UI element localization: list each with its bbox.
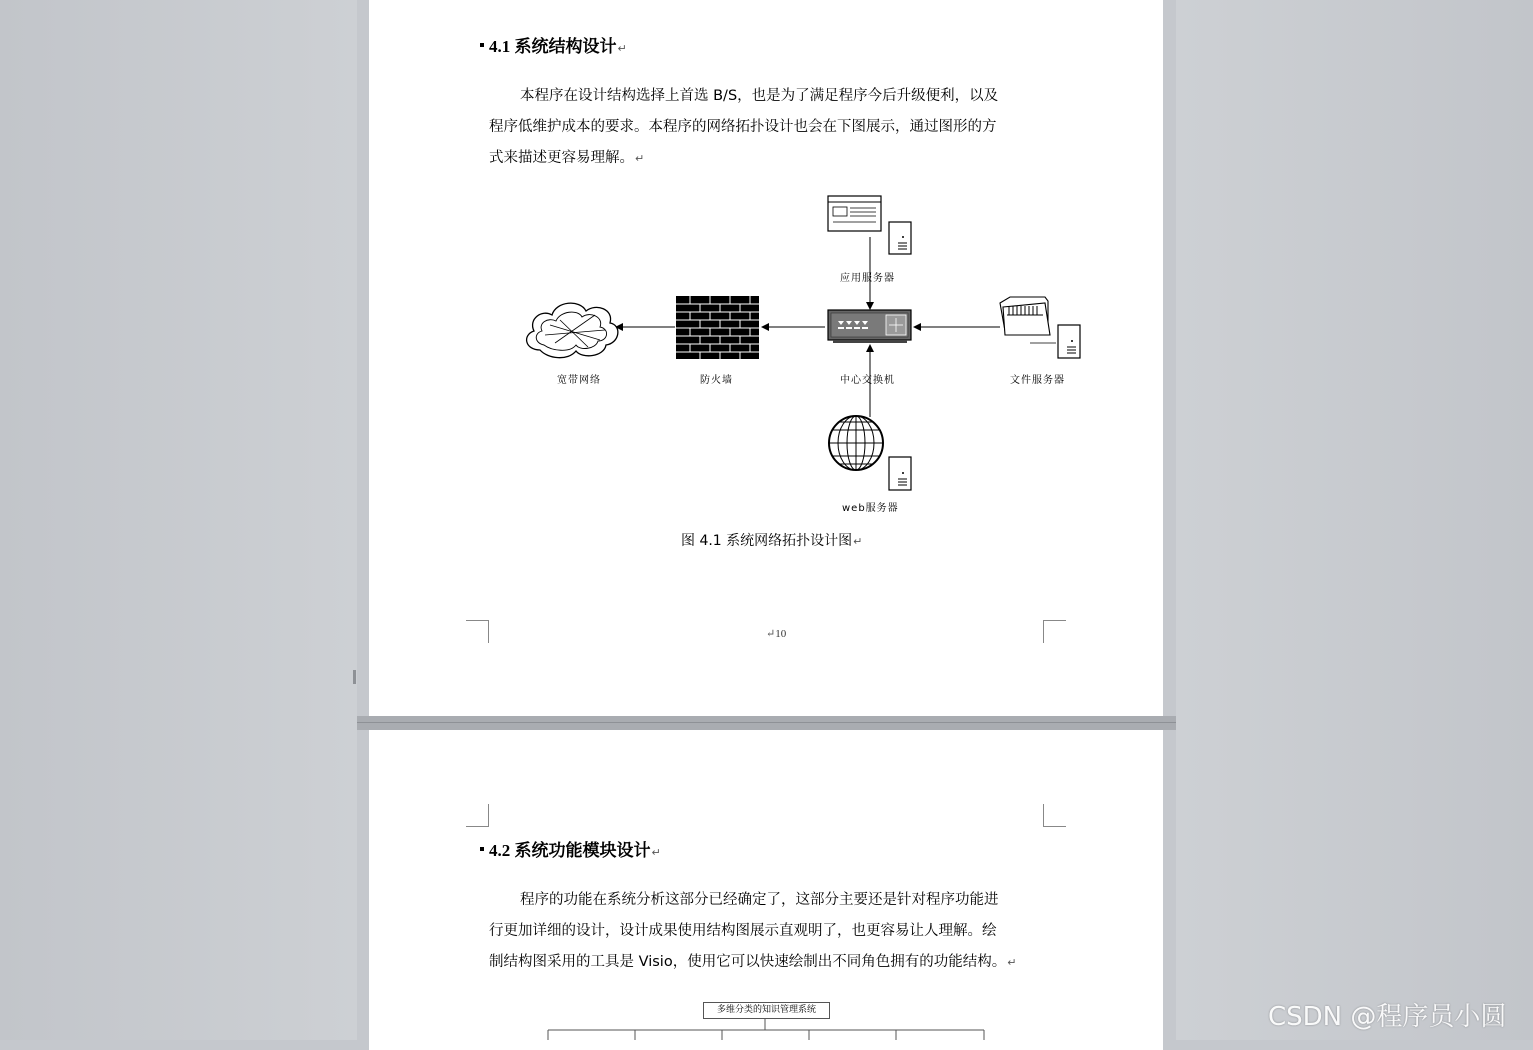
paragraph-line: 制结构图采用的工具是 Visio，使用它可以快速绘制出不同角色拥有的功能结构。↵ xyxy=(489,954,1017,970)
org-chart-root: 多维分类的知识管理系统 xyxy=(703,1002,830,1019)
paragraph-line: 程序低维护成本的要求。本程序的网络拓扑设计也会在下图展示，通过图形的方 xyxy=(489,119,997,135)
ruler-marker xyxy=(353,670,356,684)
page-break-line xyxy=(357,722,1176,723)
paragraph-line: 行更加详细的设计，设计成果使用结构图展示直观明了，也更容易让人理解。绘 xyxy=(489,923,997,939)
paragraph-mark-icon: ↵ xyxy=(617,43,627,55)
heading-bullet-icon xyxy=(480,43,484,47)
label-switch: 中心交换机 xyxy=(840,375,895,386)
broadband-cloud-icon xyxy=(527,303,618,358)
section-4-2-paragraph xyxy=(489,885,1049,978)
firewall-icon xyxy=(676,296,759,359)
network-topology-diagram xyxy=(500,185,1100,525)
heading-bullet-icon xyxy=(480,847,484,851)
margin-corner-bottom-right xyxy=(1043,620,1066,643)
workspace-left xyxy=(0,0,357,1040)
label-web-server: web服务器 xyxy=(842,503,899,514)
topology-svg xyxy=(500,185,1100,525)
file-server-icon xyxy=(1000,297,1080,358)
section-heading-4-1 xyxy=(480,32,627,57)
paragraph-line: 式来描述更容易理解。↵ xyxy=(489,150,645,166)
workspace-right xyxy=(1176,0,1533,1040)
label-file-server: 文件服务器 xyxy=(1010,375,1065,386)
section-4-1-paragraph xyxy=(489,81,1049,174)
margin-corner-top-left xyxy=(466,804,489,827)
org-chart-connectors xyxy=(540,1018,990,1040)
heading-text: 4.2 系统功能模块设计 xyxy=(489,841,651,860)
paragraph-mark-icon: ↵ xyxy=(651,847,661,859)
central-switch-icon xyxy=(828,310,911,343)
figure-caption: 图 4.1 系统网络拓扑设计图↵ xyxy=(681,533,863,549)
label-firewall: 防火墙 xyxy=(700,375,733,386)
paragraph-line: 程序的功能在系统分析这部分已经确定了，这部分主要还是针对程序功能进 xyxy=(520,892,999,908)
web-server-globe-icon xyxy=(829,416,911,490)
label-app-server: 应用服务器 xyxy=(840,273,895,284)
page-number: ↵10 xyxy=(766,628,787,640)
heading-text: 4.1 系统结构设计 xyxy=(489,37,617,56)
paragraph-line: 本程序在设计结构选择上首选 B/S，也是为了满足程序今后升级便利，以及 xyxy=(520,88,999,104)
margin-corner-bottom-left xyxy=(466,620,489,643)
csdn-watermark: CSDN @程序员小圆 xyxy=(1268,1002,1507,1032)
label-broadband: 宽带网络 xyxy=(557,375,601,386)
page-break-gap xyxy=(357,716,1176,730)
margin-corner-top-right xyxy=(1043,804,1066,827)
section-heading-4-2 xyxy=(480,836,661,861)
